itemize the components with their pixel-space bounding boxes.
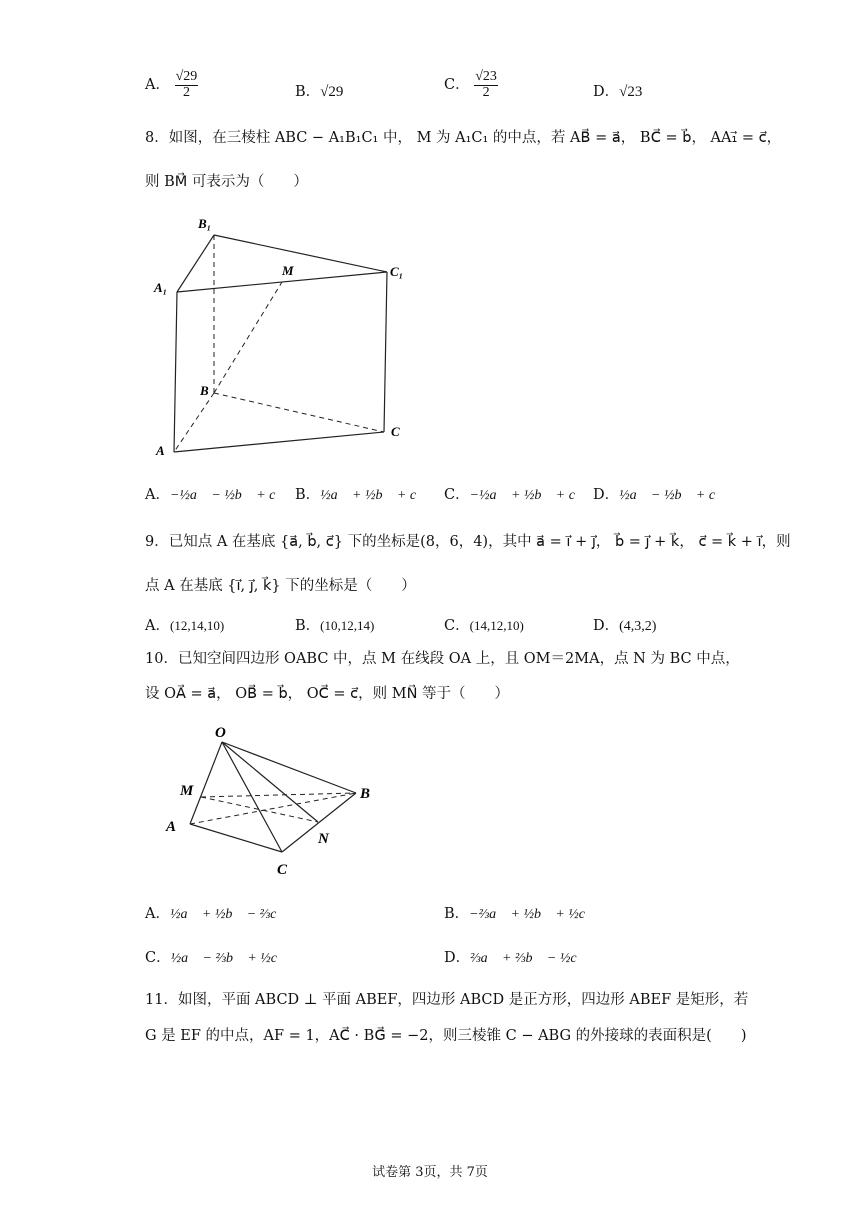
- q10-stem-line1: 10．已知空间四边形 OABC 中，点 M 在线段 OA 上，且 OM＝2MA，点 N 为 BC 中点，: [145, 651, 740, 667]
- q10-option-c: C．½a⃗ − ⅔b⃗ + ½c⃗: [145, 950, 288, 966]
- label-C1: C₁: [390, 264, 404, 279]
- label-A: A: [156, 443, 165, 458]
- q10-stem-line2: 设 OA⃗ = a⃗， OB⃗ = b⃗， OC⃗ = c⃗，则 MN⃗ 等于（ ）: [145, 686, 510, 702]
- page-footer: 试卷第 3页，共 7页: [372, 1165, 488, 1180]
- q9-stem-line1: 9．已知点 A 在基底 {a⃗, b⃗, c⃗} 下的坐标是(8，6，4)，其中 a⃗ = i⃗ + j⃗， b⃗ = j⃗ + k⃗， c⃗ = k⃗ + i⃗，则: [145, 534, 791, 550]
- q7-option-a: A． $\frac{√29}{2}$: [145, 69, 198, 100]
- q11-stem-line1: 11．如图，平面 ABCD ⊥ 平面 ABEF，四边形 ABCD 是正方形，四边形 ABEF 是矩形，若: [145, 992, 749, 1008]
- label-N: N: [318, 831, 329, 847]
- label-A: A: [166, 819, 177, 835]
- q8-stem-line1: 8．如图，在三棱柱 ABC − A₁B₁C₁ 中， M 为 A₁C₁ 的中点，若 AB⃗ = a⃗， BC⃗ = b⃗， AA₁⃗ = c⃗，: [145, 130, 782, 146]
- q7-option-c: C． $\frac{√23}{2}$: [444, 69, 497, 100]
- q9-option-b: B．(10,12,14): [295, 618, 375, 634]
- q8-option-c: C．−½a⃗ + ½b⃗ + c⃗: [444, 487, 586, 503]
- q8-option-a: A．−½a⃗ − ½b⃗ + c⃗: [145, 487, 287, 503]
- q10-option-a: A．½a⃗ + ½b⃗ − ⅔c⃗: [145, 906, 288, 922]
- label-C: C: [277, 862, 288, 878]
- label-M: M: [180, 783, 194, 799]
- q10-option-b: B．−⅔a⃗ + ½b⃗ + ½c⃗: [444, 906, 596, 922]
- label-A1: A₁: [154, 280, 168, 295]
- q9-stem-line2: 点 A 在基底 {i⃗, j⃗, k⃗} 下的坐标是（ ）: [145, 578, 416, 594]
- q7-option-d: D．√23: [593, 84, 643, 100]
- q11-stem-line2: G 是 EF 的中点，AF = 1，AC⃗ · BG⃗ = −2，则三棱锥 C − ABG 的外接球的表面积是( ): [145, 1028, 747, 1044]
- q8-prism-figure: [150, 205, 420, 465]
- label-B: B: [200, 383, 209, 398]
- q8-option-d: D．½a⃗ − ½b⃗ + c⃗: [593, 487, 726, 503]
- label-B1: B₁: [198, 216, 212, 231]
- q9-option-c: C．(14,12,10): [444, 618, 524, 634]
- q9-option-a: A．(12,14,10): [145, 618, 225, 634]
- q10-tetrahedron-figure: [160, 718, 390, 883]
- label-C: C: [391, 424, 400, 439]
- q7-option-b: B．√29: [295, 84, 344, 100]
- q8-option-b: B．½a⃗ + ½b⃗ + c⃗: [295, 487, 427, 503]
- label-B: B: [360, 786, 371, 802]
- q9-option-d: D．(4,3,2): [593, 618, 657, 634]
- q10-option-d: D．⅔a⃗ + ⅔b⃗ − ½c⃗: [444, 950, 588, 966]
- q8-stem-line2: 则 BM⃗ 可表示为（ ）: [145, 174, 308, 190]
- label-O: O: [215, 725, 226, 741]
- label-M: M: [282, 263, 294, 278]
